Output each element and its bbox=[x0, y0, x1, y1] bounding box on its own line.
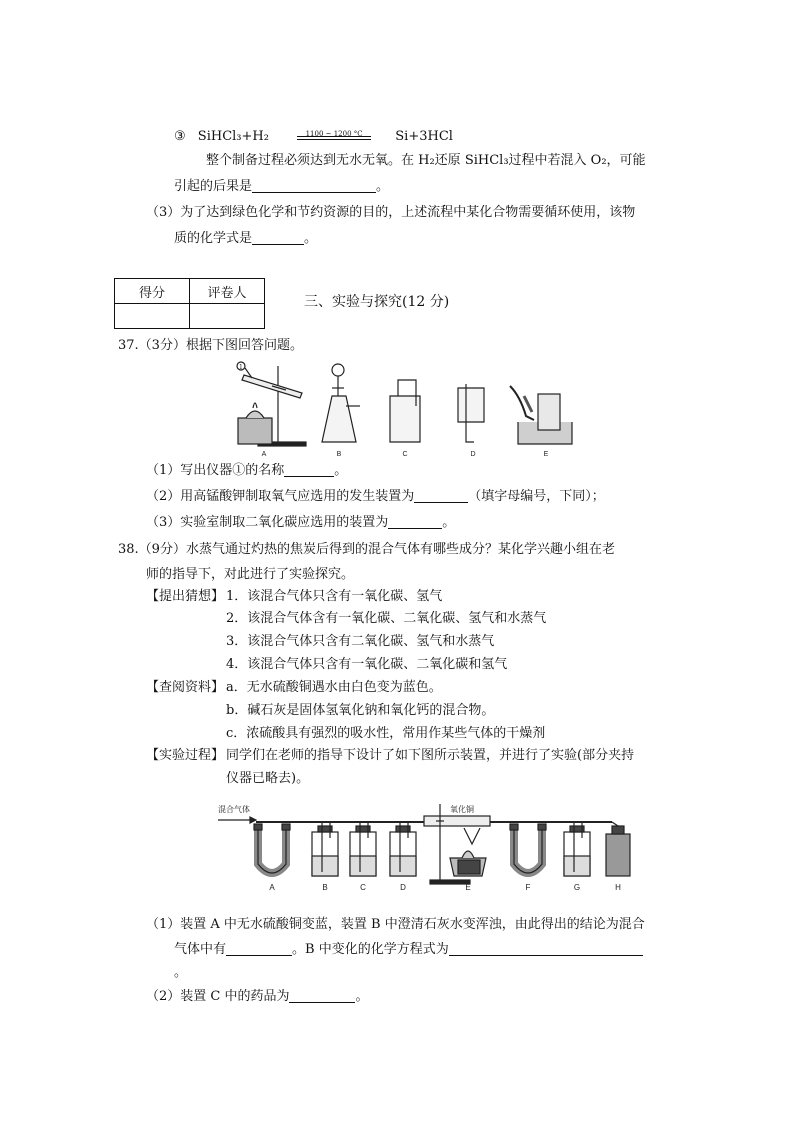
guess-4: 4．该混合气体只含有一氧化碳、二氧化碳和氢气 bbox=[226, 657, 508, 672]
equation-blank[interactable] bbox=[449, 941, 643, 956]
equation-number: ③ bbox=[174, 129, 186, 144]
punctuation: 。 bbox=[304, 231, 318, 246]
q37-sub1-text: （1）写出仪器①的名称 bbox=[146, 463, 285, 478]
figure-label-c: C bbox=[402, 451, 408, 458]
q36-part3-line-b bbox=[174, 230, 317, 248]
q38-sub1-line-a: （1）装置 A 中无水硫酸铜变蓝，装置 B 中澄清石灰水变浑浊，由此得出的结论为混合 bbox=[146, 917, 645, 932]
reaction-equals-sign bbox=[291, 128, 377, 146]
q38-stem-line-b: 师的指导下，对此进行了实验探究。 bbox=[146, 567, 355, 582]
figure-label-b: B bbox=[336, 451, 342, 458]
score-table bbox=[114, 278, 265, 329]
figure-label-c: C bbox=[360, 883, 366, 892]
q38-sub1-text: 气体中有 bbox=[174, 942, 227, 957]
q37-stem: 37.（3分）根据下图回答问题。 bbox=[118, 338, 303, 353]
q36-consequence-label: 引起的后果是 bbox=[174, 179, 253, 194]
equation-rhs: Si+3HCl bbox=[395, 129, 453, 144]
q38-equation-prompt: 。B 中变化的化学方程式为 bbox=[292, 942, 449, 957]
answer-blank[interactable] bbox=[252, 178, 376, 193]
q37-apparatus-figure bbox=[228, 356, 588, 458]
apparatus-f bbox=[510, 824, 546, 873]
copper-oxide-label: 氧化铜 bbox=[450, 805, 474, 814]
figure-label-g: G bbox=[573, 883, 581, 892]
q36-text-line-b bbox=[174, 178, 389, 196]
apparatus-e bbox=[510, 386, 572, 444]
q38-stem-line-a: 38.（9分）水蒸气通过灼热的焦炭后得到的混合气体有哪些成分？某化学兴趣小组在老 bbox=[118, 542, 615, 557]
answer-blank[interactable] bbox=[252, 230, 304, 245]
q36-text-line-a: 整个制备过程必须达到无水无氧。在 H₂还原 SiHCl₃过程中若混入 O₂，可能 bbox=[206, 153, 646, 168]
equation-3 bbox=[174, 128, 453, 146]
q38-sub1-line-c: 。 bbox=[174, 965, 188, 980]
reaction-condition: 1100 ~ 1200 °C bbox=[305, 130, 363, 138]
guess-1: 1．该混合气体只含有一氧化碳、氢气 bbox=[226, 589, 443, 604]
score-cell[interactable] bbox=[115, 304, 190, 329]
figure-label-b: B bbox=[322, 883, 328, 892]
q37-sub1 bbox=[146, 462, 347, 480]
apparatus-a bbox=[237, 362, 306, 446]
figure-label-e: E bbox=[543, 451, 549, 458]
figure-label-a: A bbox=[261, 451, 267, 458]
guess-tag: 【提出猜想】 bbox=[146, 589, 225, 604]
answer-blank[interactable] bbox=[226, 941, 292, 956]
section-title: 三、实验与探究(12 分) bbox=[304, 294, 450, 310]
score-header: 得分 bbox=[115, 279, 190, 304]
apparatus-b bbox=[312, 822, 338, 876]
reference-c: c．浓硫酸具有强烈的吸水性，常用作某些气体的干燥剂 bbox=[226, 726, 546, 741]
q38-sub2 bbox=[146, 988, 369, 1006]
q37-sub3-text: （3）实验室制取二氧化碳应选用的装置为 bbox=[146, 515, 389, 530]
answer-blank[interactable] bbox=[289, 988, 355, 1003]
punctuation: 。 bbox=[376, 179, 390, 194]
q38-apparatus-figure bbox=[214, 798, 634, 894]
apparatus-g bbox=[564, 822, 590, 876]
q36-part3-line-a: （3）为了达到绿色化学和节约资源的目的，上述流程中某化合物需要循环使用，该物 bbox=[146, 205, 636, 220]
procedure-line-a: 同学们在老师的指导下设计了如下图所示装置，并进行了实验(部分夹持 bbox=[226, 748, 635, 763]
apparatus-h bbox=[606, 822, 630, 876]
procedure-line-b: 仪器已略去)。 bbox=[226, 771, 310, 786]
figure-label-e: E bbox=[465, 883, 471, 892]
apparatus-e bbox=[424, 804, 490, 884]
answer-blank[interactable] bbox=[388, 514, 442, 529]
punctuation: 。 bbox=[334, 463, 348, 478]
apparatus-b bbox=[322, 364, 360, 442]
apparatus-d bbox=[458, 384, 484, 442]
apparatus-c bbox=[390, 380, 420, 442]
apparatus-a bbox=[254, 824, 290, 873]
mixed-gas-label: 混合气体 bbox=[218, 805, 250, 814]
reference-tag: 【查阅资料】 bbox=[146, 680, 225, 695]
grader-cell[interactable] bbox=[190, 304, 265, 329]
reference-a: a．无水硫酸铜遇水由白色变为蓝色。 bbox=[226, 680, 442, 695]
punctuation: 。 bbox=[355, 989, 369, 1004]
q38-sub1-line-b bbox=[174, 941, 643, 959]
apparatus-d bbox=[390, 822, 416, 876]
q37-sub3 bbox=[146, 514, 455, 532]
figure-label-a: A bbox=[269, 883, 275, 892]
figure-label-f: F bbox=[525, 883, 531, 892]
svg-text:1: 1 bbox=[239, 364, 243, 371]
figure-label-d: D bbox=[400, 883, 406, 892]
answer-blank[interactable] bbox=[284, 462, 334, 477]
procedure-tag: 【实验过程】 bbox=[146, 748, 225, 763]
equation-lhs: SiHCl₃+H₂ bbox=[197, 129, 269, 144]
q36-formula-label: 质的化学式是 bbox=[174, 231, 253, 246]
reference-b: b．碱石灰是固体氢氧化钠和氧化钙的混合物。 bbox=[226, 703, 495, 718]
q37-sub2-text: （2）用高锰酸钾制取氧气应选用的发生装置为 bbox=[146, 489, 415, 504]
figure-label-d: D bbox=[470, 451, 476, 458]
q37-sub2-note: （填字母编号，下同）； bbox=[468, 489, 605, 504]
punctuation: 。 bbox=[442, 515, 456, 530]
apparatus-c bbox=[350, 822, 376, 876]
answer-blank[interactable] bbox=[414, 488, 468, 503]
q37-sub2 bbox=[146, 488, 605, 506]
guess-3: 3．该混合气体只含有二氧化碳、氢气和水蒸气 bbox=[226, 634, 495, 649]
grader-header: 评卷人 bbox=[190, 279, 265, 304]
figure-label-h: H bbox=[615, 883, 621, 892]
guess-2: 2．该混合气体含有一氧化碳、二氧化碳、氢气和水蒸气 bbox=[226, 611, 547, 626]
q38-sub2-text: （2）装置 C 中的药品为 bbox=[146, 989, 290, 1004]
